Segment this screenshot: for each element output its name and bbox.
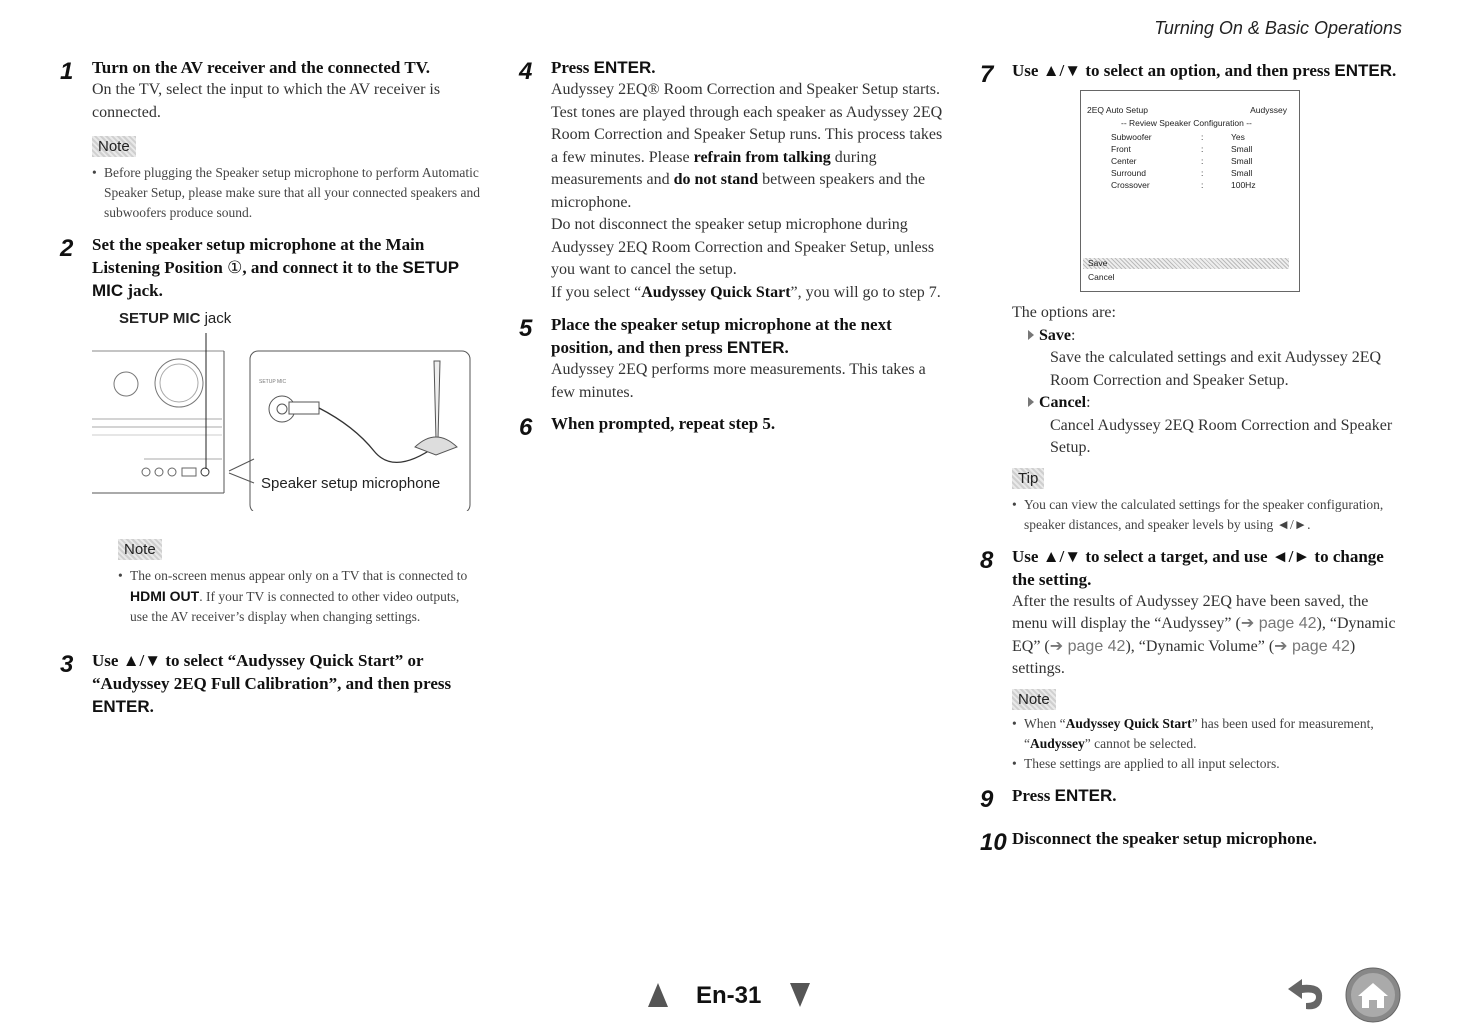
step-title: Disconnect the speaker setup microphone. <box>1012 828 1317 848</box>
step-number: 9 <box>980 785 994 813</box>
step-title: Use ▲/▼ to select “Audyssey Quick Start” or “Audyssey 2EQ Full Calibration”, and then press ENTER. <box>92 651 452 716</box>
back-icon[interactable] <box>1280 975 1330 1015</box>
column-right <box>980 56 1405 856</box>
previous-page-icon[interactable] <box>648 983 668 1007</box>
step-title: Use ▲/▼ to select a target, and use ◄/► to change the setting. <box>1012 546 1384 589</box>
arrow-right-icon <box>1028 330 1034 340</box>
speaker-value: Small <box>1231 144 1253 154</box>
speaker-name: Center <box>1111 156 1137 166</box>
step-text: On the TV, select the input to which the AV receiver is connected. <box>92 81 441 121</box>
step-number: 8 <box>980 546 994 574</box>
speaker-value: Yes <box>1231 132 1245 142</box>
config-row <box>1111 179 1281 191</box>
diagram-label: SETUP MIC jack <box>119 310 232 327</box>
page-link[interactable]: ➔ page 42 <box>1274 637 1350 655</box>
config-row <box>1111 131 1281 143</box>
note-badge: Note <box>92 136 136 157</box>
step-4 <box>519 56 944 304</box>
config-row <box>1111 167 1281 179</box>
speaker-value: Small <box>1231 168 1253 178</box>
step-number: 4 <box>519 58 533 85</box>
option-save: Save: <box>1012 325 1405 348</box>
step-title: Use ▲/▼ to select an option, and then press ENTER. <box>1012 61 1397 80</box>
step-10 <box>980 827 1405 856</box>
options-section <box>980 302 1405 535</box>
step-2 <box>60 233 480 511</box>
step-3 <box>60 649 480 718</box>
step-1 <box>60 56 480 223</box>
config-row <box>1111 155 1281 167</box>
separator: : <box>1201 132 1204 142</box>
screen-subtitle: -- Review Speaker Configuration -- <box>1121 118 1252 128</box>
step-text: If you select “Audyssey Quick Start”, you will go to step 7. <box>551 283 941 301</box>
save-row[interactable]: Save <box>1083 258 1289 269</box>
separator: : <box>1201 144 1204 154</box>
separator: : <box>1201 156 1204 166</box>
panel-label: SETUP MIC <box>259 379 287 385</box>
arrow-right-icon <box>1028 397 1034 407</box>
next-page-icon[interactable] <box>790 983 810 1007</box>
setup-mic-diagram <box>84 331 474 511</box>
step-title: Press ENTER. <box>551 58 656 77</box>
step-5 <box>519 313 944 404</box>
speaker-config-table <box>1111 131 1281 191</box>
option-cancel: Cancel: <box>1012 392 1405 415</box>
step-number: 3 <box>60 651 74 678</box>
step-text: Test tones are played through each speaker as Audyssey 2EQ Room Correction and Speaker Setup runs. This process takes a few minutes. Please refrain from talking during measurements and do not stand between speakers and the microphone. <box>551 103 943 211</box>
step-text: Audyssey 2EQ performs more measurements. This takes a few minutes. <box>551 361 926 401</box>
home-icon[interactable] <box>1344 966 1402 1024</box>
step-6 <box>519 412 944 441</box>
speaker-name: Crossover <box>1111 180 1150 190</box>
step-number: 5 <box>519 315 533 342</box>
page-link[interactable]: ➔ page 42 <box>1049 637 1126 655</box>
option-save-desc: Save the calculated settings and exit Audyssey 2EQ Room Correction and Speaker Setup. <box>1050 349 1382 389</box>
speaker-name: Surround <box>1111 168 1146 178</box>
mic-caption: Speaker setup microphone <box>261 475 441 492</box>
note-2 <box>60 539 480 627</box>
tip-badge: Tip <box>1012 468 1044 489</box>
note-item: • When “Audyssey Quick Start” has been used for measurement, “Audyssey” cannot be selected. <box>1012 714 1405 754</box>
step-number: 7 <box>980 61 994 88</box>
note-item: • The on-screen menus appear only on a TV that is connected to HDMI OUT. If your TV is connected to other video outputs, use the AV receiver’s display when changing settings. <box>118 566 480 627</box>
step-title: Place the speaker setup microphone at the next position, and then press ENTER. <box>551 315 892 357</box>
step-title: Set the speaker setup microphone at the Main Listening Position ①, and connect it to the SETUP MIC jack. <box>92 235 459 300</box>
speaker-value: 100Hz <box>1231 180 1256 190</box>
step-text: After the results of Audyssey 2EQ have been saved, the menu will display the “Audyssey” (➔ page 42), “Dynamic EQ” (➔ page 42), “Dynamic Volume” (➔ page 42) settings. <box>1012 592 1396 677</box>
av-receiver-illustration <box>92 351 224 493</box>
screen-title: 2EQ Auto Setup <box>1087 105 1148 115</box>
column-middle <box>519 56 944 441</box>
setup-screen <box>1080 90 1300 292</box>
speaker-name: Front <box>1111 144 1131 154</box>
column-left <box>60 56 480 718</box>
separator: : <box>1201 180 1204 190</box>
note-item: • These settings are applied to all input selectors. <box>1012 754 1405 774</box>
step-text: Audyssey 2EQ® Room Correction and Speaker Setup starts. <box>551 81 940 98</box>
step-8 <box>980 545 1405 774</box>
step-9 <box>980 784 1405 813</box>
step-number: 1 <box>60 58 74 85</box>
note-badge: Note <box>1012 689 1056 710</box>
speaker-name: Subwoofer <box>1111 132 1152 142</box>
step-number: 2 <box>60 235 74 262</box>
tip-item: • You can view the calculated settings for the speaker configuration, speaker distances, and speaker levels by using ◄/►. <box>1012 495 1405 535</box>
note-item: • Before plugging the Speaker setup microphone to perform Automatic Speaker Setup, please make sure that all your connected speakers and subwoofers produce sound. <box>92 163 480 223</box>
option-cancel-desc: Cancel Audyssey 2EQ Room Correction and Speaker Setup. <box>1050 416 1393 456</box>
speaker-value: Small <box>1231 156 1253 166</box>
note-badge: Note <box>118 539 162 560</box>
page-number: En-31 <box>696 982 762 1009</box>
page-header: Turning On & Basic Operations <box>1154 18 1402 38</box>
screen-brand: Audyssey <box>1250 105 1287 115</box>
step-title: Press ENTER. <box>1012 785 1117 805</box>
step-number: 6 <box>519 414 533 441</box>
cancel-row[interactable]: Cancel <box>1088 272 1115 282</box>
separator: : <box>1201 168 1204 178</box>
step-7 <box>980 59 1405 292</box>
options-intro: The options are: <box>1012 304 1116 321</box>
config-row <box>1111 143 1281 155</box>
step-number: 10 <box>980 828 1007 856</box>
step-title: Turn on the AV receiver and the connected TV. <box>92 58 430 77</box>
step-title: When prompted, repeat step 5. <box>551 414 776 433</box>
step-text: Do not disconnect the speaker setup microphone during Audyssey 2EQ Room Correction and Speaker Setup, unless you want to cancel the setup. <box>551 216 935 278</box>
page-link[interactable]: ➔ page 42 <box>1240 615 1317 632</box>
